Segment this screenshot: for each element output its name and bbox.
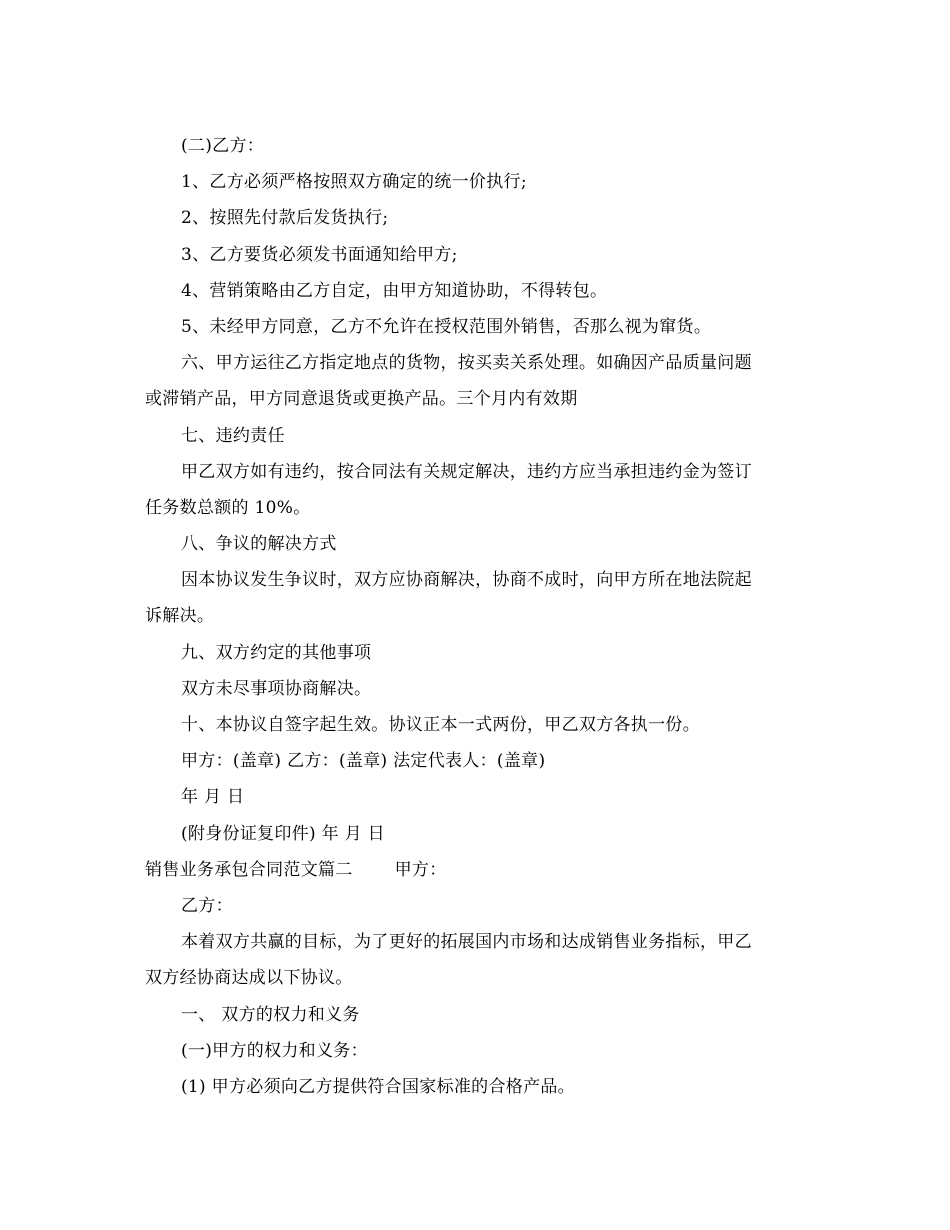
clause-b-1: 1、乙方必须严格按照双方确定的统一价执行; (181, 172, 527, 193)
clause-6-line-1: 六、甲方运往乙方指定地点的货物，按买卖关系处理。如确因产品质量问题 (181, 353, 752, 374)
clause-10: 十、本协议自签字起生效。协议正本一式两份，甲乙双方各执一份。 (181, 715, 700, 735)
section-title: 销售业务承包合同范文篇二 (145, 859, 353, 880)
section-heading-party-b: (二)乙方： (181, 136, 265, 156)
section-heading-9: 九、双方约定的其他事项 (181, 642, 372, 663)
preamble-line-1: 本着双方共赢的目标，为了更好的拓展国内市场和达成销售业务指标，甲乙 (181, 932, 752, 953)
clause-7-line-1: 甲乙双方如有违约，按合同法有关规定解决，违约方应当承担违约金为签订 (181, 461, 752, 482)
section-heading-7: 七、违约责任 (181, 425, 285, 446)
signature-line: 甲方：(盖章) 乙方：(盖章) 法定代表人：(盖章) (181, 751, 546, 772)
clause-b-3: 3、乙方要货必须发书面通知给甲方; (181, 244, 458, 265)
clause-8-line-2: 诉解决。 (145, 606, 215, 627)
party-b-label: 乙方： (181, 895, 233, 916)
section-title-line (145, 852, 800, 888)
clause-7-line-2: 任务数总额的 10%。 (145, 497, 311, 518)
subsection-heading-party-a: (一)甲方的权力和义务： (181, 1040, 368, 1061)
preamble-line-2: 双方经协商达成以下协议。 (145, 968, 353, 989)
document-body (145, 128, 800, 1105)
party-a-label: 甲方： (394, 859, 447, 880)
clause-9-line-1: 双方未尽事项协商解决。 (181, 678, 372, 699)
section-heading-1: 一、 双方的权力和义务 (181, 1004, 360, 1025)
date-line: 年 月 日 (181, 787, 245, 808)
clause-8-line-1: 因本协议发生争议时，双方应协商解决，协商不成时，向甲方所在地法院起 (181, 570, 752, 591)
clause-b-4: 4、营销策略由乙方自定，由甲方知道协助，不得转包。 (181, 280, 608, 301)
clause-b-5: 5、未经甲方同意，乙方不允许在授权范围外销售，否那么视为窜货。 (181, 316, 712, 337)
clause-6-line-2: 或滞销产品，甲方同意退货或更换产品。三个月内有效期 (145, 389, 578, 410)
id-copy-date-line: (附身份证复印件) 年 月 日 (181, 823, 385, 844)
clause-a-1: (1) 甲方必须向乙方提供符合国家标准的合格产品。 (181, 1076, 575, 1097)
section-heading-8: 八、争议的解决方式 (181, 534, 337, 555)
clause-b-2: 2、按照先付款后发货执行; (181, 208, 389, 229)
